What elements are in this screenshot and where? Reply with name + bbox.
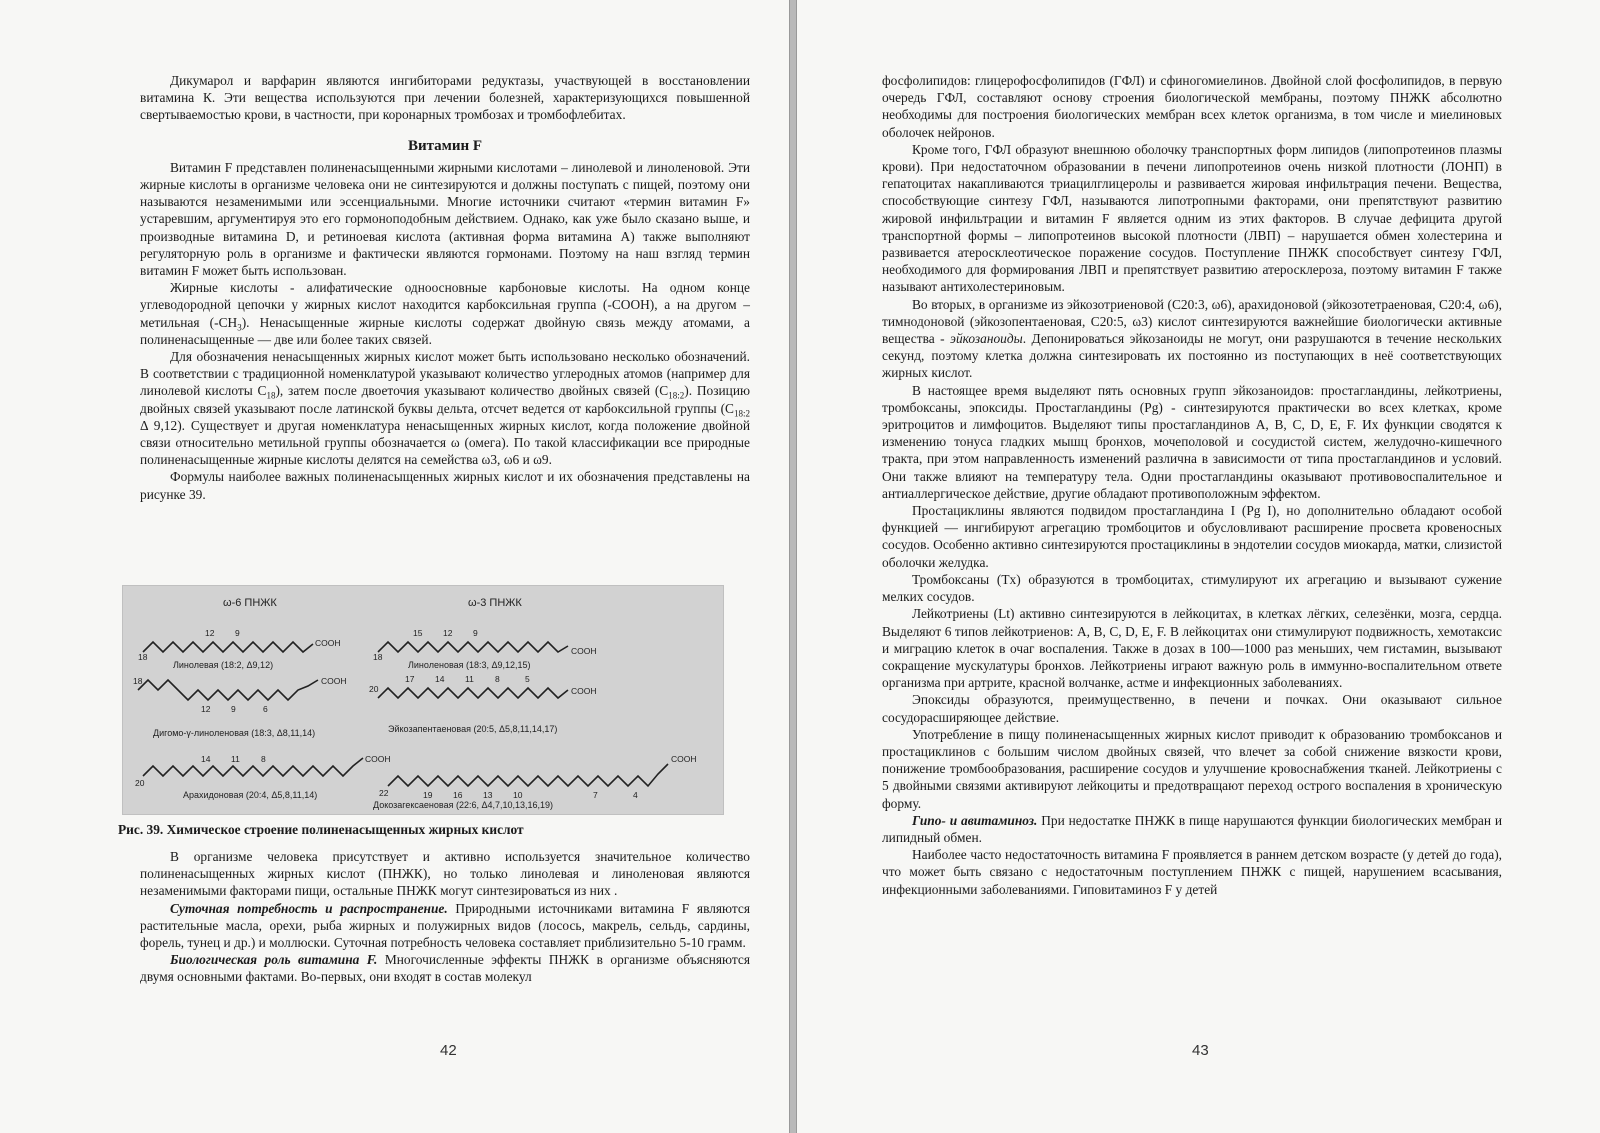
- acid-label: Линоленовая (18:3, Δ9,12,15): [408, 660, 531, 670]
- right-page: [796, 0, 1600, 1133]
- carbon-number: 8: [261, 754, 266, 764]
- acid-label: Линолевая (18:2, Δ9,12): [173, 660, 274, 670]
- left-page-text: [140, 72, 750, 503]
- paragraph: Лейкотриены (Lt) активно синтезируются в лейкоцитах, в клетках лёгких, селезёнки, мозга, сердца. Выделяют 6 типов лейкотриенов: A, B, C, D, E, F. В лейкоцитах они стимулируют подвижность, хемотаксис и миграцию клеток в очаг воспаления. Также в дозах в 100—1000 раз меньших, чем гистамин, вызывают сокращение мускулатуры бронхов. Лейкотриены играют важную роль в иммунно-воспалительном ответе организма при артрите, красной волчанке, астме и инфекционных заболеваниях.: [882, 606, 1502, 691]
- carbon-number: 12: [443, 628, 453, 638]
- paragraph: Простациклины являются подвидом простагландина I (Pg I), но дополнительно обладают особой функцией — ингибируют агрегацию тромбоцитов и обусловливают расширение просвета кровеносных сосудов. Особенно активно синтезируются простациклины в эндотелии сосудов миокарда, матки, слизистой оболочки желудка.: [882, 503, 1502, 570]
- section-title: Витамин F: [407, 137, 483, 154]
- carbon-number: 20: [135, 778, 145, 788]
- left-page-text-bottom: [140, 848, 750, 986]
- paragraph: Для обозначения ненасыщенных жирных кислот может быть использовано несколько обозначений. В соответствии с традиционной номенклатурой указывают количество углеродных атомов (например для линолевой кислоты $С_{18}$), затем после двоеточия указывают количество двойных связей $(С_{18:2})$. Позицию двойных связей указывают после латинской буквы дельта, отсчет ведется от карбоксильной группы ($С_{18:2}$ Δ 9,12). Существует и другая номенклатура ненасыщенных жирных кислот, когда положение двойной связи относительно метильной группы обозначается ω (омега). По такой классификации все природные полиненасыщенные жирные кислоты делятся на семейства ω3, ω6 и ω9.: [140, 349, 750, 468]
- epa-chain: [378, 688, 568, 698]
- carbon-number: 18: [138, 652, 148, 662]
- dha-chain: [388, 764, 668, 786]
- carbon-number: 14: [435, 674, 445, 684]
- figure-caption: Рис. 39. Химическое строение полиненасыщенных жирных кислот: [118, 822, 524, 837]
- carbon-number: 7: [593, 790, 598, 800]
- carbon-number: 6: [263, 704, 268, 714]
- paragraph: фосфолипидов: глицерофосфолипидов (ГФЛ) и сфиногомиелинов. Двойной слой фосфолипидов, в первую очередь ГФЛ, составляют основу строения биологической мембраны, поэтому ПНЖК абсолютно необходимы для построения биологических мембран всех клеток организма, в том числе и миелиновых оболочек нейронов.: [882, 73, 1502, 140]
- paragraph: Жирные кислоты - алифатические одноосновные карбоновые кислоты. На одном конце углеводородной цепочки у жирных кислот находится карбоксильная группа (-СООН), а на другом – метильная $(-СН_3)$. Ненасыщенные жирные кислоты содержат двойную связь между атомами, а полиненасыщенные — две или более таких связей.: [140, 280, 750, 347]
- carbon-number: 9: [235, 628, 240, 638]
- left-page: [0, 0, 790, 1133]
- acid-label: Докозагексаеновая (22:6, Δ4,7,10,13,16,19): [373, 800, 554, 810]
- linolenic-chain: [378, 642, 568, 652]
- carbon-number: 11: [231, 754, 240, 764]
- carbon-number: 19: [423, 790, 433, 800]
- carbon-number: 5: [525, 674, 530, 684]
- paragraph: Кроме того, ГФЛ образуют внешнюю оболочку транспортных форм липидов (липопротеинов плазмы крови). При недостаточном образовании в печени липопротеинов очень низкой плотности (ЛОНП) в гепатоцитах накапливаются триацилглицеролы и развивается жировая инфильтрация печени. Вещества, способствующие синтезу ГФЛ, называются липотропными факторами, они препятствуют развитию жировой инфильтрации и витамин F является одним из этих факторов. В случае дефицита другой транспортной формы – липопротеинов высокой плотности (ЛВП) – нарушается обмен холестерина и развивается атеросклеотическое поражение сосудов. Поступление ПНЖК способствует синтезу ГФЛ, необходимого для формирования ЛВП и препятствует развитию атеросклероза, поэтому витамин F также называют антихолестериновым.: [882, 141, 1502, 295]
- paragraph: Тромбоксаны (Tx) образуются в тромбоцитах, стимулируют их агрегацию и вызывают сужение мелких сосудов.: [882, 571, 1502, 605]
- carbon-number: 10: [513, 790, 523, 800]
- carbon-number: 20: [369, 684, 379, 694]
- omega3-header: ω-3 ПНЖК: [468, 597, 522, 609]
- carbon-number: 22: [379, 788, 389, 798]
- page-number: 42: [440, 1042, 457, 1059]
- omega6-header: ω-6 ПНЖК: [223, 597, 277, 609]
- arachidonic-chain: [143, 758, 363, 776]
- cooh-label: COOH: [571, 646, 597, 656]
- carbon-number: 17: [405, 674, 415, 684]
- right-page-text: [882, 72, 1502, 898]
- cooh-label: COOH: [671, 754, 697, 764]
- carbon-number: 16: [453, 790, 463, 800]
- carbon-number: 11: [465, 674, 474, 684]
- page-number: 43: [1192, 1042, 1209, 1059]
- paragraph: В настоящее время выделяют пять основных групп эйкозаноидов: простагландины, лейкотриены, тромбоксаны, эпоксиды. Простагландины (Pg) - синтезируются практически во всех клетках, кроме эритроцитов и лимфоцитов. Выделяют типы простагландинов A, B, C, D, E, F. Их функции сводятся к изменению тонуса гладких мышц бронхов, мочеполовой и сосудистой систем, желудочно-кишечного тракта, при этом направленность изменений различна в зависимости от типа простагландинов и условий. Они также влияют на температуру тела. Одни простагландины оказывают противовоспалительное и антиаллергическое действие, другие обладают противоположным эффектом.: [882, 382, 1502, 501]
- carbon-number: 13: [483, 790, 493, 800]
- carbon-number: 18: [373, 652, 383, 662]
- cooh-label: COOH: [315, 638, 341, 648]
- cooh-label: COOH: [571, 686, 597, 696]
- paragraph: Во вторых, в организме из эйкозотриеновой (С20:3, ω6), арахидоновой (эйкозотетраеновая, С20:4, ω6), тимнодоновой (эйкозопентаеновая, С20:5, ω3) кислот синтезируются важнейшие биологически активные вещества - эйкозаноиды. Депонироваться эйкозаноиды не могут, они разрушаются в течение нескольких секунд, поэтому клетка должна синтезировать их постоянно из поступающих в неё соответствующих жирных кислот.: [882, 296, 1502, 381]
- paragraph: Гипо- и авитаминоз. При недостатке ПНЖК в пище нарушаются функции биологических мембран и липидный обмен.: [882, 812, 1503, 845]
- paragraph: Витамин F представлен полиненасыщенными жирными кислотами – линолевой и линоленовой. Эти жирные кислоты в организме человека они не синтезируются и должны поступать с пищей, поэтому они называются незаменимыми или эссенциальными. Многие источники считают «термин витамин F» устаревшим, аргументируя это его гормоноподобным действием. Однако, как уже было сказано выше, и производные витамина D, и ретиноевая кислота (активная форма витамина А) также выполняют регуляторную роль в организме и фактически являются гормонами. Поэтому на наш взгляд термин витамин F может быть использован.: [140, 159, 750, 279]
- carbon-number: 8: [495, 674, 500, 684]
- carbon-number: 12: [201, 704, 211, 714]
- acid-label: Дигомо-γ-линоленовая (18:3, Δ8,11,14): [153, 728, 316, 738]
- fatty-acid-figure: [122, 585, 724, 815]
- carbon-number: 12: [205, 628, 215, 638]
- carbon-number: 14: [201, 754, 211, 764]
- paragraph: Эпоксиды образуются, преимущественно, в печени и почках. Они оказывают сильное сосудорасширяющее действие.: [882, 692, 1502, 725]
- carbon-number: 15: [413, 628, 423, 638]
- paragraph: Наиболее часто недостаточность витамина F проявляется в раннем детском возрасте (у детей до года), что может быть связано с недостаточным поступлением ПНЖК с пищей, нарушением всасывания, инфекционными заболеваниями. Гиповитаминоз F у детей: [882, 847, 1502, 897]
- acid-label: Арахидоновая (20:4, Δ5,8,11,14): [183, 790, 318, 800]
- cooh-label: COOH: [365, 754, 391, 764]
- dgla-chain: [138, 680, 318, 700]
- carbon-number: 4: [633, 790, 638, 800]
- carbon-number: 9: [231, 704, 236, 714]
- carbon-number: 9: [473, 628, 478, 638]
- linoleic-chain: [143, 642, 313, 652]
- carbon-number: 18: [133, 676, 143, 686]
- paragraph: Формулы наиболее важных полиненасыщенных жирных кислот и их обозначения представлены на рисунке 39.: [140, 469, 750, 502]
- paragraph: В организме человека присутствует и активно используется значительное количество полиненасыщенных жирных кислот (ПНЖК), но только линолевая и линоленовая являются незаменимыми факторами пищи, остальные ПНЖК могут синтезироваться из них .: [140, 849, 750, 899]
- paragraph: Биологическая роль витамина F. Многочисленные эффекты ПНЖК в организме объясняются двумя основными фактами. Во-первых, они входят в состав молекул: [140, 952, 750, 985]
- cooh-label: COOH: [321, 676, 347, 686]
- acid-label: Эйкозапентаеновая (20:5, Δ5,8,11,14,17): [388, 724, 558, 734]
- paragraph: Суточная потребность и распространение. Природными источниками витамина F являются растительные масла, орехи, рыба жирных и полужирных видов (лосось, макрель, сельдь, сардины, форель, тунец и др.) и моллюски. Суточная потребность человека составляет приблизительно 5-10 грамм.: [140, 900, 750, 951]
- paragraph: Употребление в пищу полиненасыщенных жирных кислот приводит к образованию тромбоксанов и простациклинов с большим числом двойных связей, что влечет за собой снижение вязкости крови, понижение тромбообразования, расширение сосудов и улучшение кровоснабжения тканей. Лейкотриены с 5 двойными связями активируют лейкоциты и предотвращают переход острого воспаления в хроническую форму.: [882, 726, 1502, 811]
- paragraph: Дикумарол и варфарин являются ингибиторами редуктазы, участвующей в восстановлении витамина К. Эти вещества используются при лечении болезней, характеризующихся повышенной свертываемостью крови, в частности, при коронарных тромбозах и тромбофлебитах.: [140, 73, 750, 123]
